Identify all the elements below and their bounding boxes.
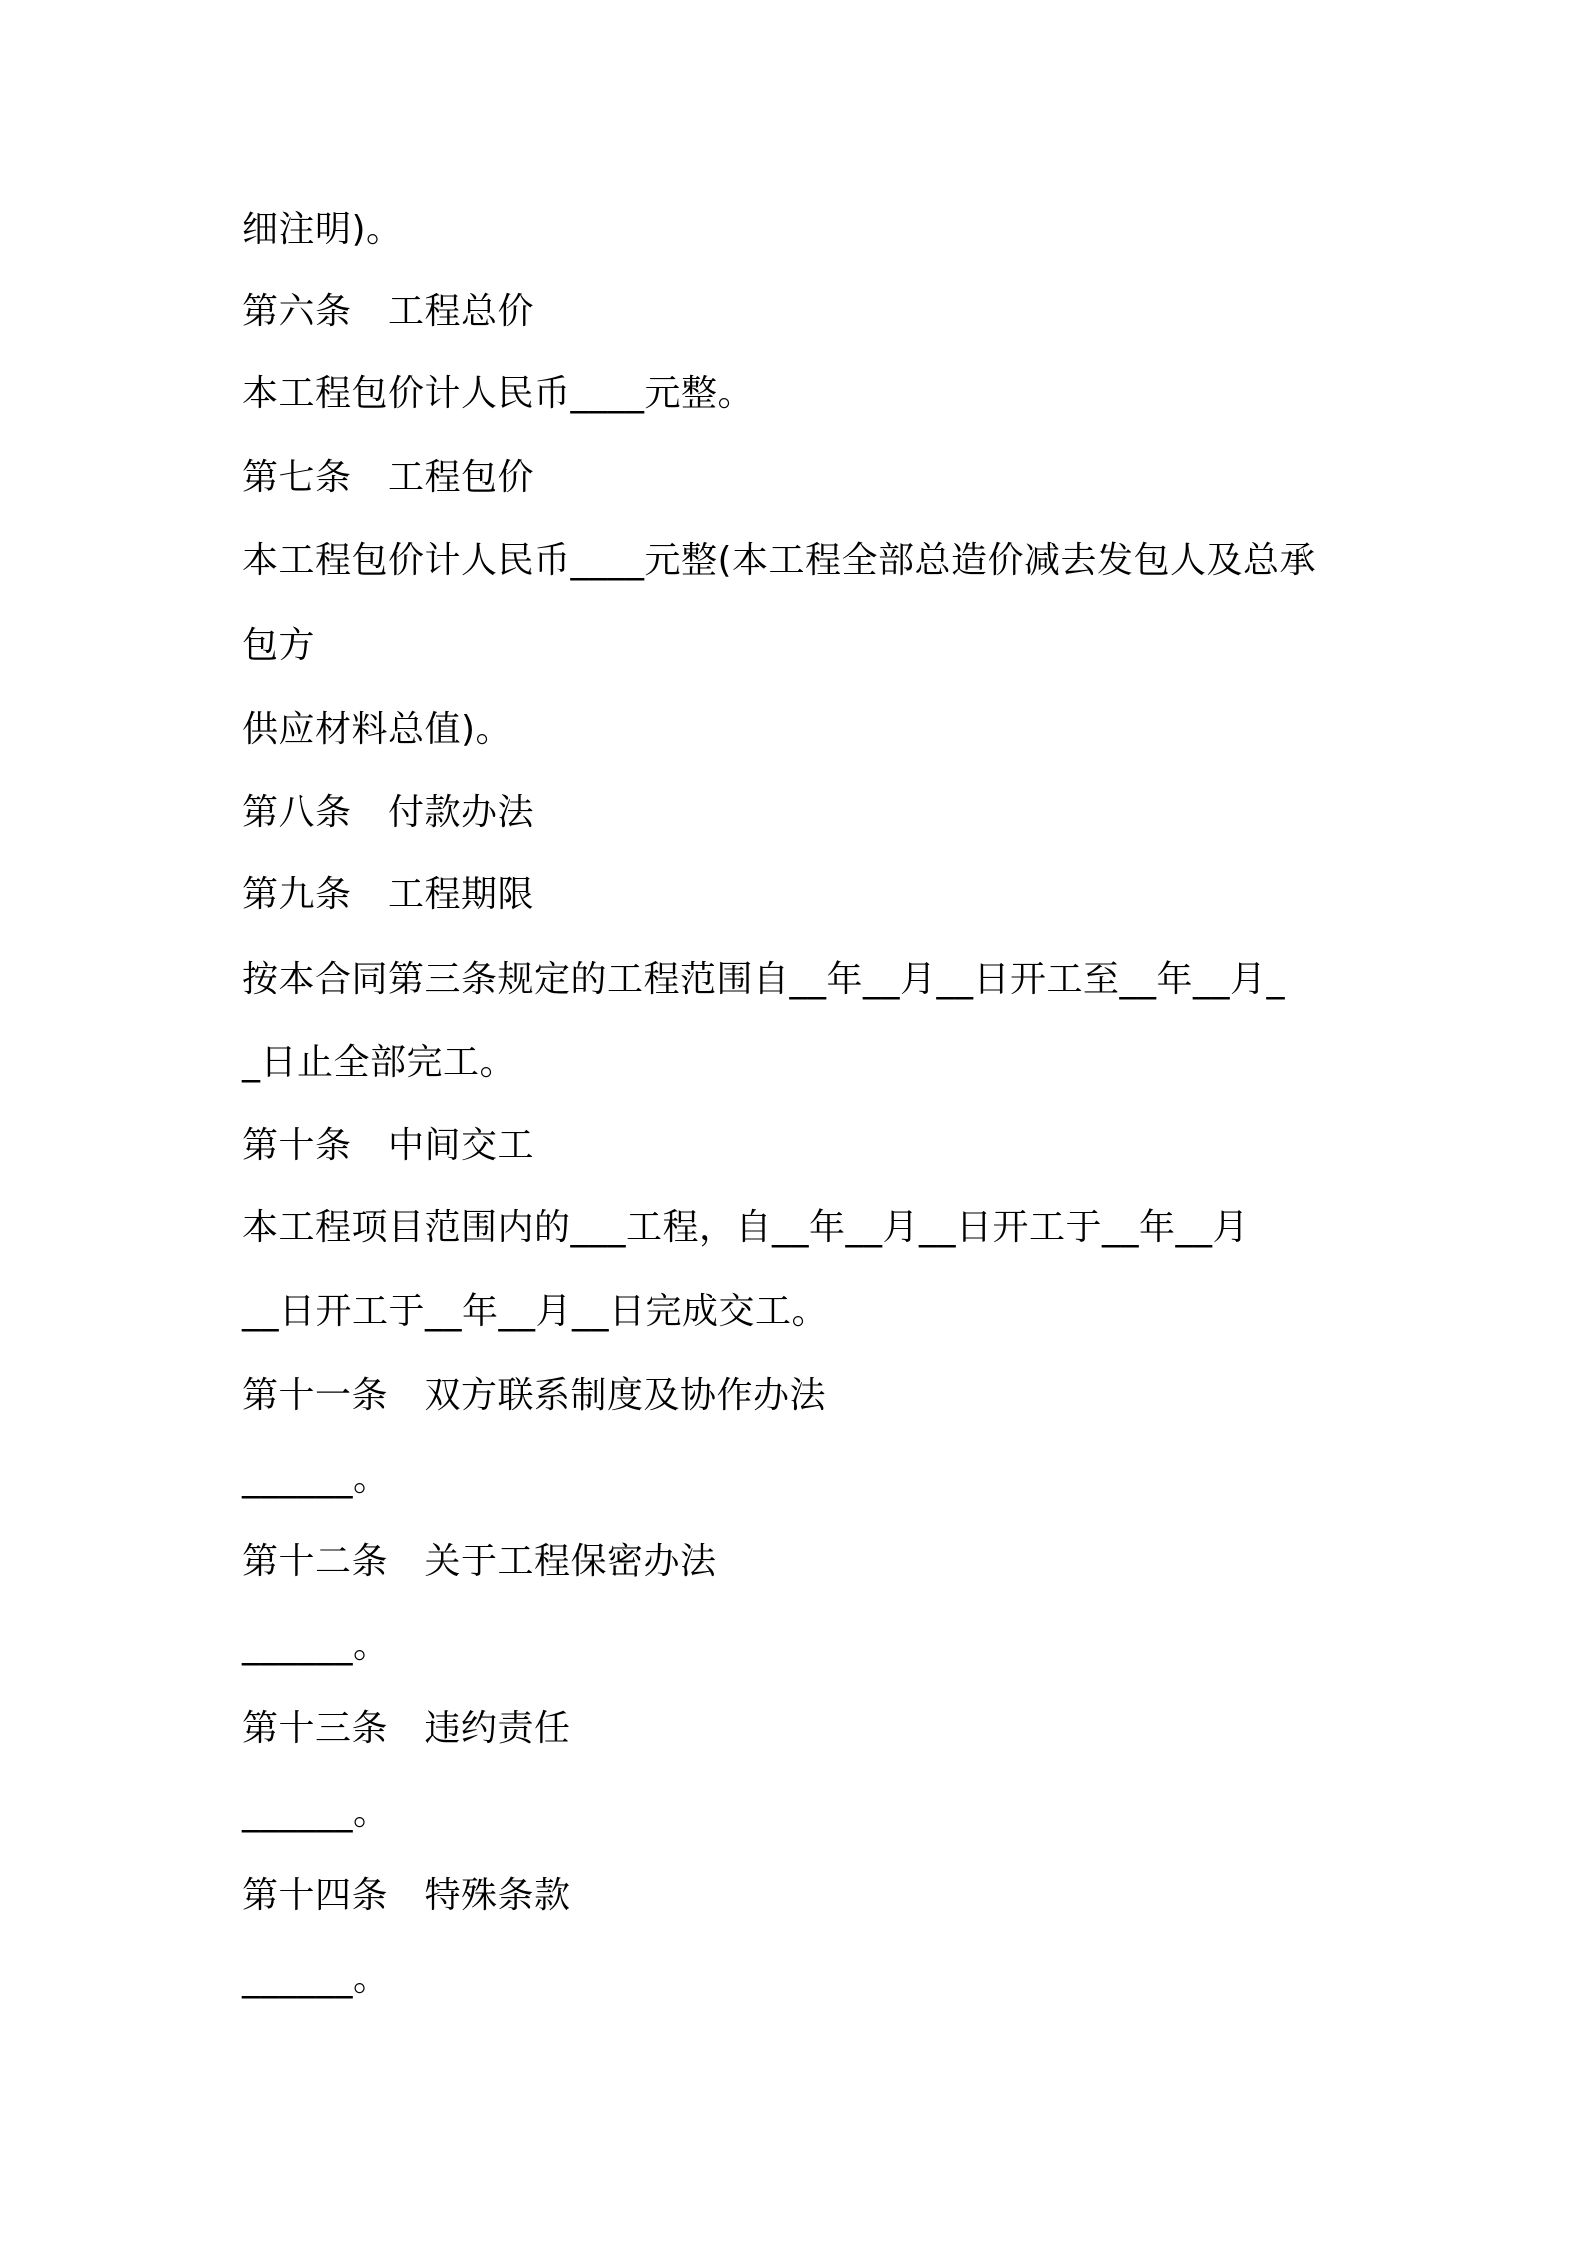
blank-line: ______。 xyxy=(242,1625,390,1666)
blank-line: ______。 xyxy=(242,1792,390,1833)
article-heading: 第九条 工程期限 xyxy=(242,874,535,915)
text-line: 本工程项目范围内的___工程，自__年__月__日开工于__年__月 xyxy=(242,1207,1250,1248)
article-heading: 第十条 中间交工 xyxy=(242,1125,535,1166)
text-line: 按本合同第三条规定的工程范围自__年__月__日开工至__年__月_ xyxy=(242,959,1286,1000)
article-heading: 第十二条 关于工程保密办法 xyxy=(242,1541,717,1582)
text-line: _日止全部完工。 xyxy=(242,1042,517,1083)
blank-line: ______。 xyxy=(242,1458,390,1499)
text-line: 本工程包价计人民币____元整(本工程全部总造价减去发包人及总承 xyxy=(242,540,1317,581)
text-line: 细注明)。 xyxy=(242,209,403,250)
text-line: __日开工于__年__月__日完成交工。 xyxy=(242,1291,829,1332)
text-line: 本工程包价计人民币____元整。 xyxy=(242,373,755,414)
article-heading: 第十四条 特殊条款 xyxy=(242,1875,571,1916)
text-line: 供应材料总值)。 xyxy=(242,709,513,750)
article-heading: 第十一条 双方联系制度及协作办法 xyxy=(242,1375,827,1416)
text-line: 包方 xyxy=(242,625,316,666)
article-heading: 第六条 工程总价 xyxy=(242,291,535,332)
article-heading: 第八条 付款办法 xyxy=(242,792,535,833)
article-heading: 第七条 工程包价 xyxy=(242,457,535,498)
blank-line: ______。 xyxy=(242,1958,390,1999)
article-heading: 第十三条 违约责任 xyxy=(242,1708,571,1749)
